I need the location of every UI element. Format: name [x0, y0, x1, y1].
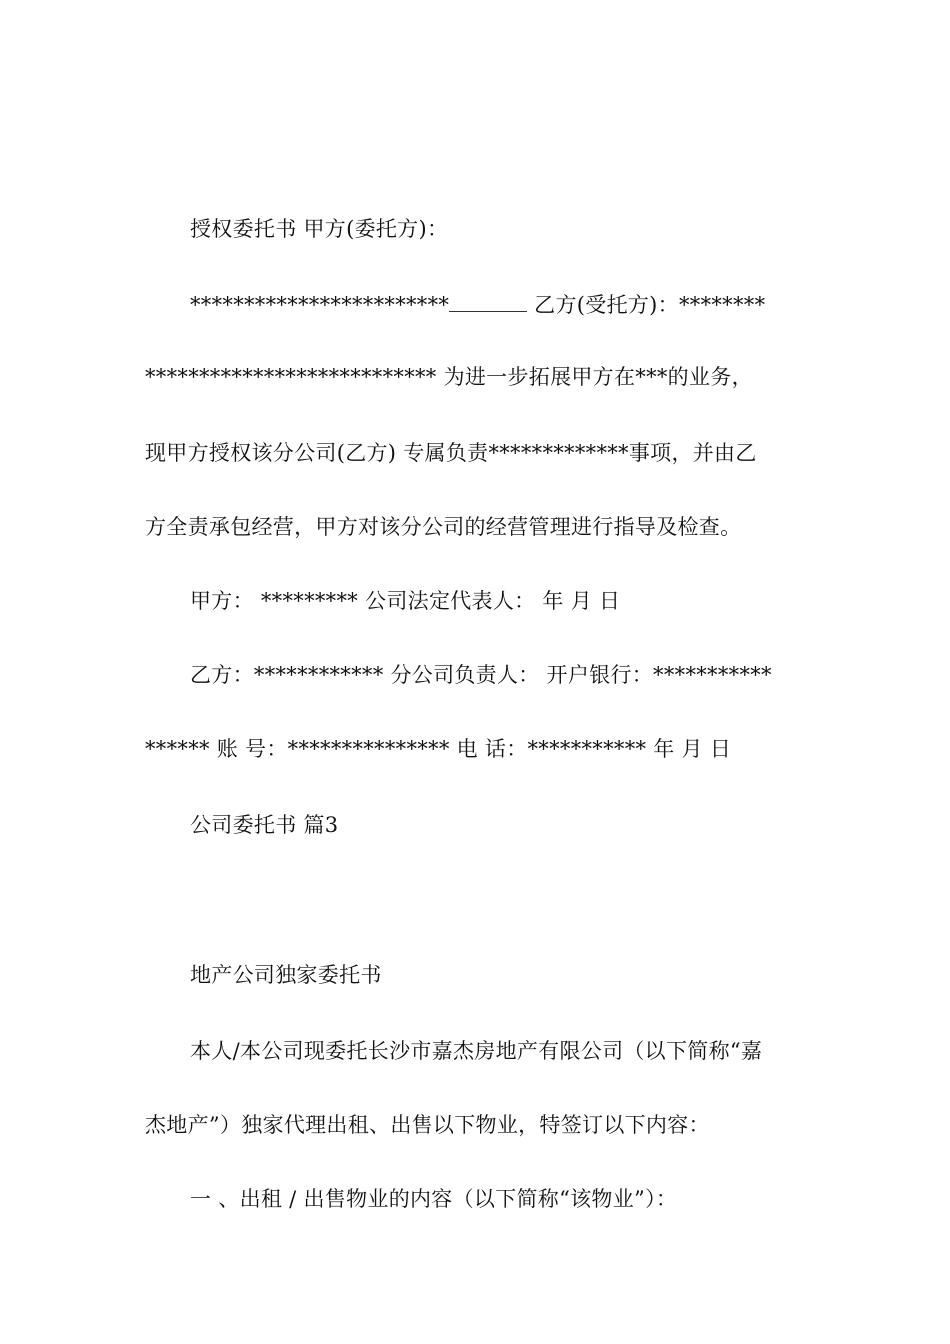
paragraph-line-2: [190, 292, 765, 318]
paragraph-line-3: *************************** 为进一步拓展甲方在***的业务，: [145, 365, 753, 389]
paragraph-line-7: 杰地产”）独家代理出租、出售以下物业，特签订以下内容：: [145, 1113, 710, 1137]
paragraph-line-1: 授权委托书 甲方(委托方)：: [190, 217, 449, 241]
signature-line-party-b: 乙方：************ 分公司负责人： 开户银行：***********: [190, 663, 772, 687]
paragraph-line-6: 本人/本公司现委托长沙市嘉杰房地产有限公司（以下简称“嘉: [190, 1039, 763, 1063]
paragraph-line-5: 方全责承包经营，甲方对该分公司的经营管理进行指导及检查。: [145, 515, 742, 539]
account-line: ****** 账 号：*************** 电 话：*********** 年 月 日: [145, 737, 732, 761]
clause-heading: 一 、出租 / 出售物业的内容（以下简称“该物业”）：: [190, 1187, 678, 1211]
asterisk-field: ************************: [190, 293, 450, 317]
paragraph-line-4: 现甲方授权该分公司(乙方) 专属负责*************事项，并由乙: [145, 441, 757, 465]
section-heading: 公司委托书 篇3: [190, 813, 339, 837]
document-title: 地产公司独家委托书: [190, 963, 382, 987]
signature-line-party-a: 甲方： ********* 公司法定代表人： 年 月 日: [190, 589, 621, 613]
blank-underline: [449, 292, 527, 312]
party-b-label: 乙方(受托方)：********: [527, 293, 766, 317]
